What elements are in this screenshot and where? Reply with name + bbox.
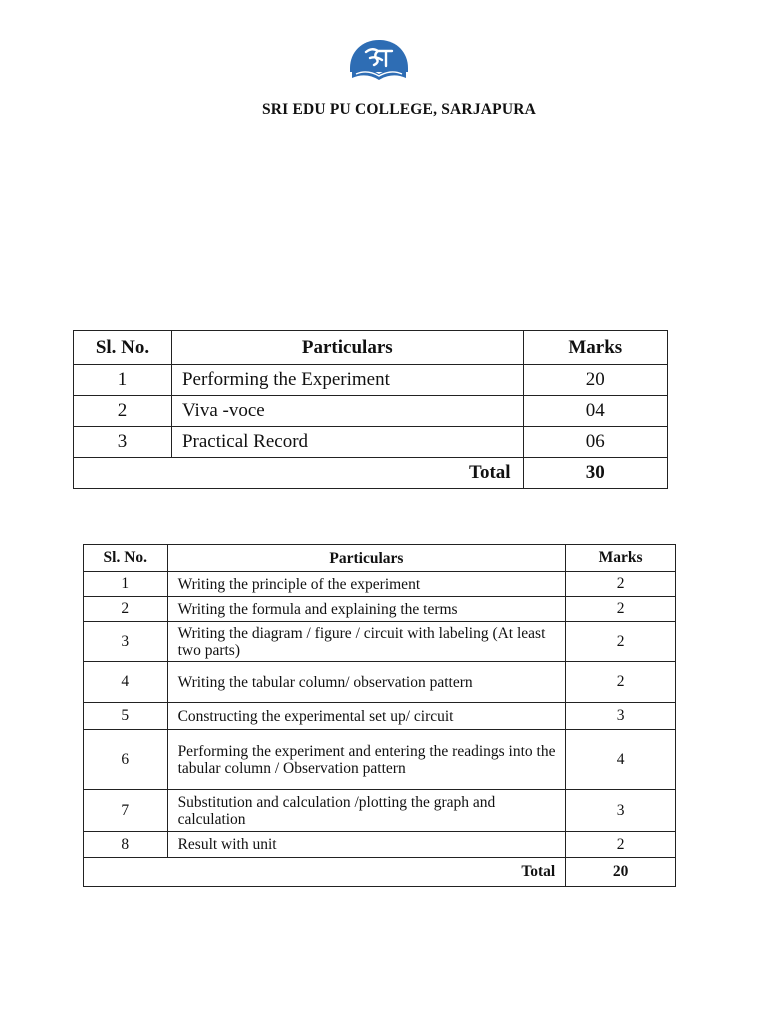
row-sl-no: 3 [84,622,168,662]
row-sl-no: 3 [74,427,172,458]
header-particulars: Particulars [171,331,523,365]
row-particular: Viva -voce [171,396,523,427]
table-header-row [84,545,676,572]
row-particular: Substitution and calculation /plotting the graph and calculation [167,790,566,832]
table-row [84,832,676,858]
row-particular: Writing the diagram / figure / circuit with labeling (At least two parts) [167,622,566,662]
row-marks: 3 [566,790,676,832]
row-sl-no: 6 [84,730,168,790]
row-sl-no: 2 [84,597,168,622]
row-sl-no: 7 [84,790,168,832]
row-particular: Performing the experiment and entering the readings into the tabular column / Observation pattern [167,730,566,790]
row-particular: Practical Record [171,427,523,458]
row-marks: 4 [566,730,676,790]
table-row [74,427,668,458]
row-marks: 04 [523,396,667,427]
header-particulars: Particulars [167,545,566,572]
table-row [84,572,676,597]
sri-book-logo-icon [348,38,410,84]
row-marks: 06 [523,427,667,458]
row-particular: Writing the principle of the experiment [167,572,566,597]
row-sl-no: 2 [74,396,172,427]
row-particular: Writing the tabular column/ observation pattern [167,662,566,703]
table-row [74,365,668,396]
table-row [84,662,676,703]
table-row [84,597,676,622]
table-row [84,790,676,832]
row-particular: Result with unit [167,832,566,858]
college-name: SRI EDU PU COLLEGE, SARJAPURA [261,101,537,118]
row-particular: Constructing the experimental set up/ circuit [167,703,566,730]
table-header-row [74,331,668,365]
table-row [84,622,676,662]
header-sl-no: Sl. No. [74,331,172,365]
row-marks: 2 [566,662,676,703]
row-marks: 2 [566,832,676,858]
total-value: 20 [566,858,676,887]
row-particular: Performing the Experiment [171,365,523,396]
table-row [84,703,676,730]
row-sl-no: 4 [84,662,168,703]
table-row [74,396,668,427]
header-marks: Marks [566,545,676,572]
row-sl-no: 1 [84,572,168,597]
row-particular: Writing the formula and explaining the terms [167,597,566,622]
header-marks: Marks [523,331,667,365]
header-sl-no: Sl. No. [84,545,168,572]
marks-summary-table [73,330,668,489]
row-marks: 2 [566,572,676,597]
row-sl-no: 8 [84,832,168,858]
marks-breakdown-table [83,544,676,887]
row-marks: 2 [566,622,676,662]
total-label: Total [84,858,566,887]
row-sl-no: 5 [84,703,168,730]
row-marks: 2 [566,597,676,622]
total-row [74,458,668,489]
row-marks: 3 [566,703,676,730]
row-sl-no: 1 [74,365,172,396]
row-marks: 20 [523,365,667,396]
total-row [84,858,676,887]
total-label: Total [74,458,524,489]
table-row [84,730,676,790]
total-value: 30 [523,458,667,489]
